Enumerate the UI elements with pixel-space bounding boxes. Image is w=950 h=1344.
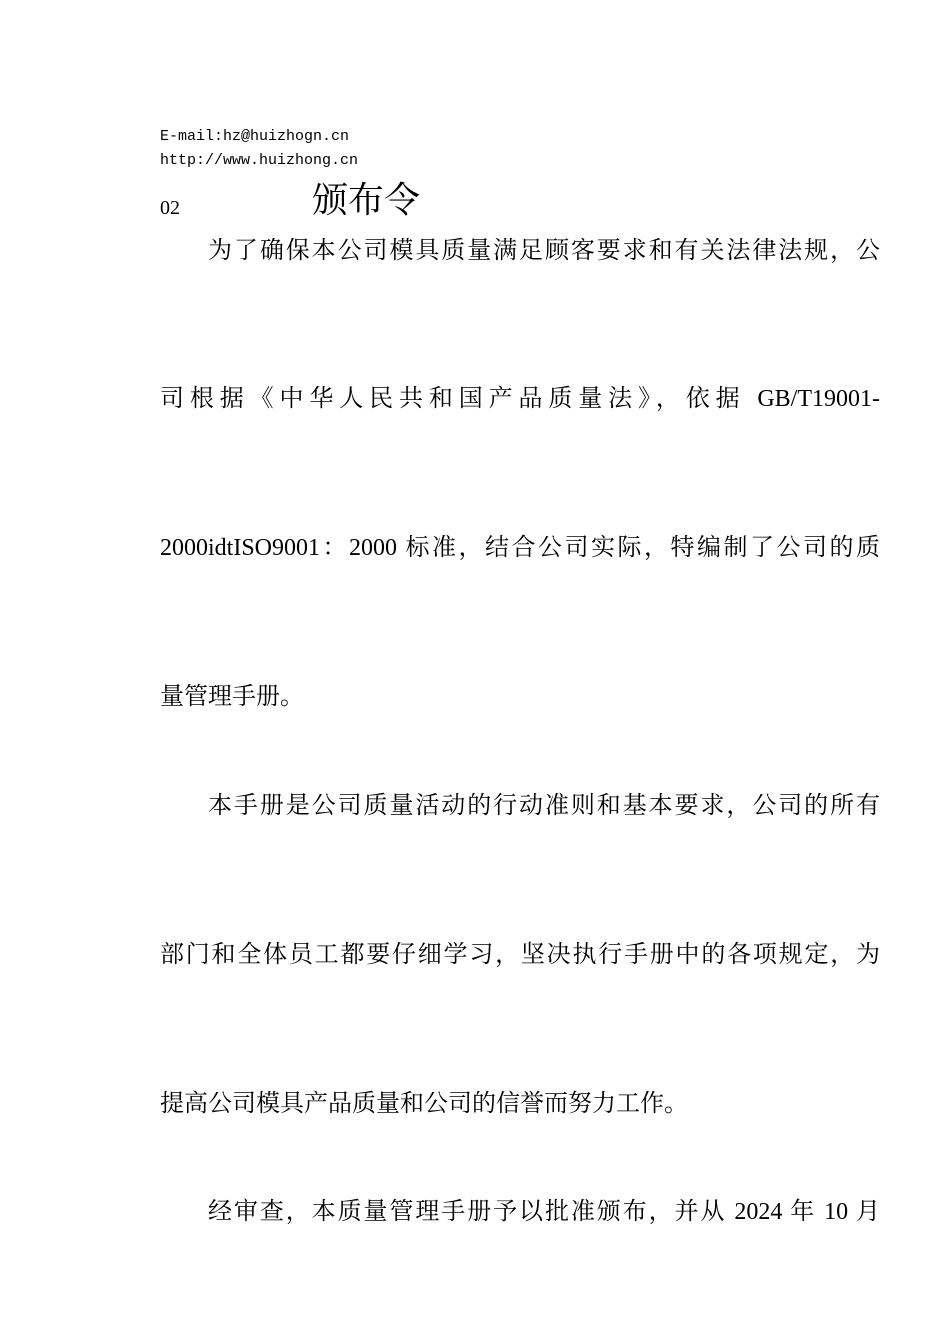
body-line: 为了确保本公司模具质量满足顾客要求和有关法律法规，公	[208, 238, 880, 264]
email-text: E-mail:hz@huizhogn.cn	[160, 128, 350, 145]
website-text: http://www.huizhong.cn	[160, 152, 359, 169]
body-line: 2000idtISO9001：2000 标准，结合公司实际，特编制了公司的质	[160, 535, 880, 561]
body-line: 提高公司模具产品质量和公司的信誉而努力工作。	[160, 1091, 688, 1117]
body-line: 本手册是公司质量活动的行动准则和基本要求，公司的所有	[208, 793, 880, 819]
page-number: 02	[160, 197, 180, 219]
body-line: 司根据《中华人民共和国产品质量法》，依据 GB/T19001-	[160, 386, 880, 412]
document-title: 颁布令	[312, 180, 421, 220]
body-line: 经审查，本质量管理手册予以批准颁布，并从 2024 年 10 月	[208, 1199, 880, 1225]
body-line: 部门和全体员工都要仔细学习，坚决执行手册中的各项规定，为	[160, 942, 880, 968]
body-line: 量管理手册。	[160, 684, 304, 710]
